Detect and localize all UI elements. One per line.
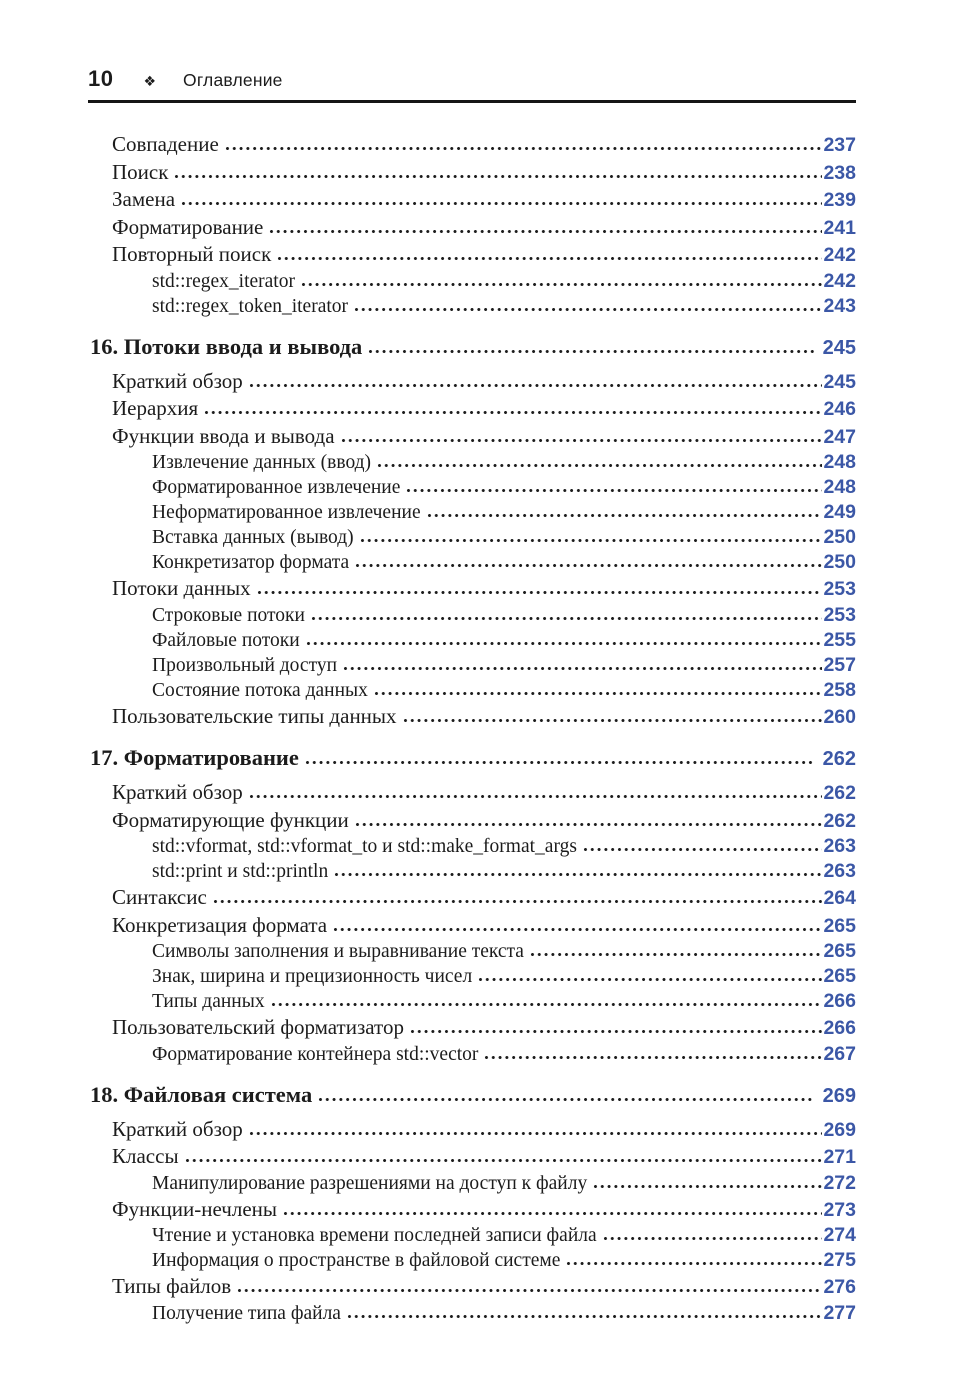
toc-entry-label: Произвольный доступ [152, 654, 338, 676]
dot-leader [318, 1097, 813, 1102]
toc-entry-label: Краткий обзор [112, 1116, 243, 1141]
toc-entry-label: Потоки данных [112, 576, 251, 600]
toc-entry-label: Файловые потоки [152, 629, 300, 651]
toc-entry-label: Замена [112, 187, 176, 211]
toc-entry-label: Краткий обзор [112, 780, 243, 804]
toc-entry-page-number: 242 [823, 244, 856, 266]
toc-entry-row [88, 525, 856, 550]
toc-entry-label: Извлечение данных (ввод) [152, 452, 372, 473]
dot-leader [204, 410, 822, 415]
toc-entry-page-number: 274 [823, 1224, 856, 1246]
toc-entry-page-number: 250 [823, 526, 856, 548]
toc-entry-label: Иерархия [112, 396, 199, 420]
toc-entry-page-number: 262 [822, 748, 856, 770]
toc-entry-row [88, 575, 856, 603]
toc-entry-row [88, 939, 856, 964]
toc-entry-row [88, 475, 856, 500]
toc-entry-label: Типы данных [152, 991, 265, 1012]
toc-entry-page-number: 253 [823, 578, 856, 600]
toc-entry-label: 17. Форматирование [90, 745, 299, 770]
toc-entry-page-number: 265 [823, 965, 856, 987]
toc-entry-label: std::print и std::println [152, 861, 329, 882]
toc-entry-row [88, 989, 856, 1014]
toc-entry-page-number: 266 [823, 990, 856, 1012]
toc-entry-label: Манипулирование разрешениями на доступ к файлу [152, 1172, 588, 1194]
dot-leader [403, 718, 823, 723]
toc-entry-page-number: 245 [823, 370, 856, 393]
toc-entry-label: Конкретизатор формата [152, 552, 350, 573]
dot-leader [237, 1288, 822, 1293]
dot-leader [427, 513, 823, 518]
toc-chapter-row [88, 746, 856, 771]
toc-entry-page-number: 242 [823, 269, 856, 292]
dot-leader [406, 488, 822, 493]
toc-entry-row [88, 628, 856, 653]
toc-list [88, 131, 856, 1326]
dot-leader [593, 1184, 822, 1189]
toc-entry-row [88, 1301, 856, 1326]
toc-entry-page-number: 255 [823, 628, 856, 651]
toc-entry-page-number: 273 [823, 1198, 856, 1221]
diamond-icon: ❖ [143, 73, 157, 89]
toc-entry-label: Функции-нечлены [112, 1196, 277, 1221]
toc-entry-label: Информация о пространстве в файловой системе [152, 1250, 561, 1271]
header-rule [88, 100, 856, 103]
toc-entry-label: 18. Файловая система [90, 1081, 313, 1107]
dot-leader [530, 952, 822, 957]
toc-entry-row [88, 603, 856, 628]
toc-entry-page-number: 257 [823, 653, 856, 676]
dot-leader [277, 256, 822, 261]
toc-entry-page-number: 241 [823, 216, 856, 239]
dot-leader [484, 1055, 822, 1060]
toc-entry-row [88, 779, 856, 807]
toc-entry-row [88, 550, 856, 575]
toc-entry-label: Синтаксис [112, 885, 207, 909]
dot-leader [355, 822, 823, 827]
toc-entry-row [88, 834, 856, 859]
toc-entry-label: Краткий обзор [112, 368, 243, 393]
dot-leader [377, 463, 822, 468]
toc-entry-row [88, 884, 856, 912]
toc-entry-label: Форматирующие функции [112, 807, 349, 832]
toc-entry-label: Типы файлов [112, 1274, 232, 1298]
toc-entry-page-number: 269 [822, 1084, 856, 1107]
dot-leader [566, 1261, 822, 1266]
toc-entry-row [88, 294, 856, 319]
toc-entry-row [88, 1223, 856, 1248]
toc-entry-row [88, 703, 856, 731]
toc-entry-label: Пользовательский форматизатор [112, 1015, 404, 1039]
toc-entry-label: Символы заполнения и выравнивание текста [152, 941, 524, 962]
dot-leader [347, 1314, 822, 1319]
toc-entry-label: Классы [112, 1144, 179, 1168]
toc-entry-label: Чтение и установка времени последней записи файла [152, 1225, 597, 1246]
toc-entry-page-number: 248 [823, 451, 856, 473]
dot-leader [368, 349, 813, 354]
toc-entry-page-number: 247 [823, 425, 856, 448]
toc-entry-label: Вставка данных (вывод) [152, 527, 354, 548]
toc-entry-page-number: 272 [823, 1171, 856, 1194]
dot-leader [603, 1236, 823, 1241]
toc-entry-row [88, 1273, 856, 1301]
toc-entry-row [88, 159, 856, 187]
toc-entry-page-number: 267 [823, 1042, 856, 1065]
toc-entry-row [88, 964, 856, 989]
toc-entry-row [88, 653, 856, 678]
toc-entry-label: Неформатированное извлечение [152, 502, 421, 523]
toc-entry-row [88, 1116, 856, 1144]
toc-entry-page-number: 269 [823, 1118, 856, 1141]
toc-entry-row [88, 395, 856, 423]
dot-leader [355, 563, 822, 568]
toc-entry-row [88, 678, 856, 703]
toc-entry-row [88, 269, 856, 294]
dot-leader [334, 872, 822, 877]
dot-leader [271, 1002, 823, 1007]
toc-entry-row [88, 859, 856, 884]
dot-leader [225, 146, 823, 151]
dot-leader [213, 899, 823, 904]
dot-leader [283, 1211, 822, 1216]
toc-entry-page-number: 260 [823, 705, 856, 728]
dot-leader [360, 538, 823, 543]
toc-entry-page-number: 262 [823, 782, 856, 804]
toc-entry-page-number: 263 [823, 860, 856, 882]
toc-entry-label: Совпадение [112, 132, 219, 156]
toc-entry-page-number: 275 [823, 1249, 856, 1271]
toc-entry-row [88, 241, 856, 269]
toc-entry-page-number: 245 [822, 336, 856, 359]
toc-entry-label: Состояние потока данных [152, 679, 368, 701]
toc-entry-label: Функции ввода и вывода [112, 423, 335, 448]
dot-leader [343, 666, 822, 671]
toc-entry-label: std::regex_iterator [152, 270, 295, 292]
toc-entry-row [88, 1014, 856, 1042]
toc-entry-page-number: 248 [823, 476, 856, 498]
dot-leader [306, 641, 823, 646]
dot-leader [478, 977, 822, 982]
toc-entry-label: Пользовательские типы данных [112, 703, 397, 728]
toc-entry-label: Получение типа файла [152, 1302, 341, 1324]
toc-entry-page-number: 265 [823, 914, 856, 937]
toc-entry-page-number: 264 [823, 887, 856, 909]
dot-leader [305, 760, 814, 765]
toc-entry-row [88, 131, 856, 159]
toc-entry-row [88, 807, 856, 835]
toc-entry-page-number: 243 [823, 294, 856, 317]
toc-entry-page-number: 265 [823, 940, 856, 962]
toc-entry-page-number: 277 [823, 1301, 856, 1324]
page-header [88, 66, 856, 94]
toc-entry-page-number: 250 [823, 551, 856, 573]
toc-entry-label: Конкретизация формата [112, 912, 328, 937]
toc-entry-row [88, 368, 856, 396]
dot-leader [174, 174, 822, 179]
toc-entry-page-number: 266 [823, 1017, 856, 1039]
toc-entry-label: Форматирование контейнера std::vector [152, 1043, 479, 1065]
toc-entry-row [88, 1248, 856, 1273]
toc-entry-row [88, 500, 856, 525]
dot-leader [410, 1029, 823, 1034]
toc-entry-row [88, 1042, 856, 1067]
dot-leader [185, 1158, 823, 1163]
dot-leader [354, 307, 822, 312]
toc-entry-page-number: 249 [823, 501, 856, 523]
toc-entry-page-number: 239 [823, 189, 856, 211]
toc-entry-label: Строковые потоки [152, 604, 305, 626]
toc-entry-row [88, 1171, 856, 1196]
header-page-number: 10 [88, 66, 114, 91]
toc-entry-label: Повторный поиск [112, 242, 272, 266]
dot-leader [249, 794, 823, 799]
dot-leader [374, 691, 823, 696]
toc-entry-page-number: 238 [823, 161, 856, 184]
toc-entry-row [88, 1196, 856, 1224]
dot-leader [181, 201, 822, 206]
toc-entry-row [88, 186, 856, 214]
dot-leader [249, 383, 823, 388]
toc-entry-page-number: 263 [823, 835, 856, 857]
dot-leader [249, 1131, 823, 1136]
toc-entry-row [88, 214, 856, 242]
toc-entry-page-number: 253 [823, 603, 856, 626]
toc-entry-label: Поиск [112, 159, 169, 184]
toc-entry-page-number: 258 [823, 678, 856, 701]
dot-leader [311, 616, 823, 621]
toc-entry-row [88, 450, 856, 475]
dot-leader [301, 282, 823, 287]
toc-entry-label: 16. Потоки ввода и вывода [90, 333, 363, 359]
toc-entry-label: Знак, ширина и прецизионность чисел [152, 966, 473, 987]
toc-entry-row [88, 912, 856, 940]
dot-leader [583, 847, 823, 852]
toc-chapter-row [88, 335, 856, 360]
dot-leader [269, 229, 822, 234]
toc-entry-page-number: 262 [823, 809, 856, 832]
dot-leader [333, 927, 822, 932]
toc-entry-label: std::vformat, std::vformat_to и std::make_format_args [152, 836, 577, 857]
toc-entry-page-number: 276 [823, 1276, 856, 1298]
toc-entry-label: Форматированное извлечение [152, 477, 401, 498]
toc-entry-row [88, 423, 856, 451]
toc-entry-label: Форматирование [112, 214, 264, 239]
dot-leader [341, 438, 823, 443]
toc-entry-label: std::regex_token_iterator [152, 295, 349, 317]
toc-entry-page-number: 237 [823, 134, 856, 156]
header-title: Оглавление [183, 70, 283, 90]
toc-entry-page-number: 271 [823, 1146, 856, 1168]
toc-entry-row [88, 1143, 856, 1171]
dot-leader [257, 590, 823, 595]
toc-entry-page-number: 246 [823, 398, 856, 420]
toc-chapter-row [88, 1083, 856, 1108]
